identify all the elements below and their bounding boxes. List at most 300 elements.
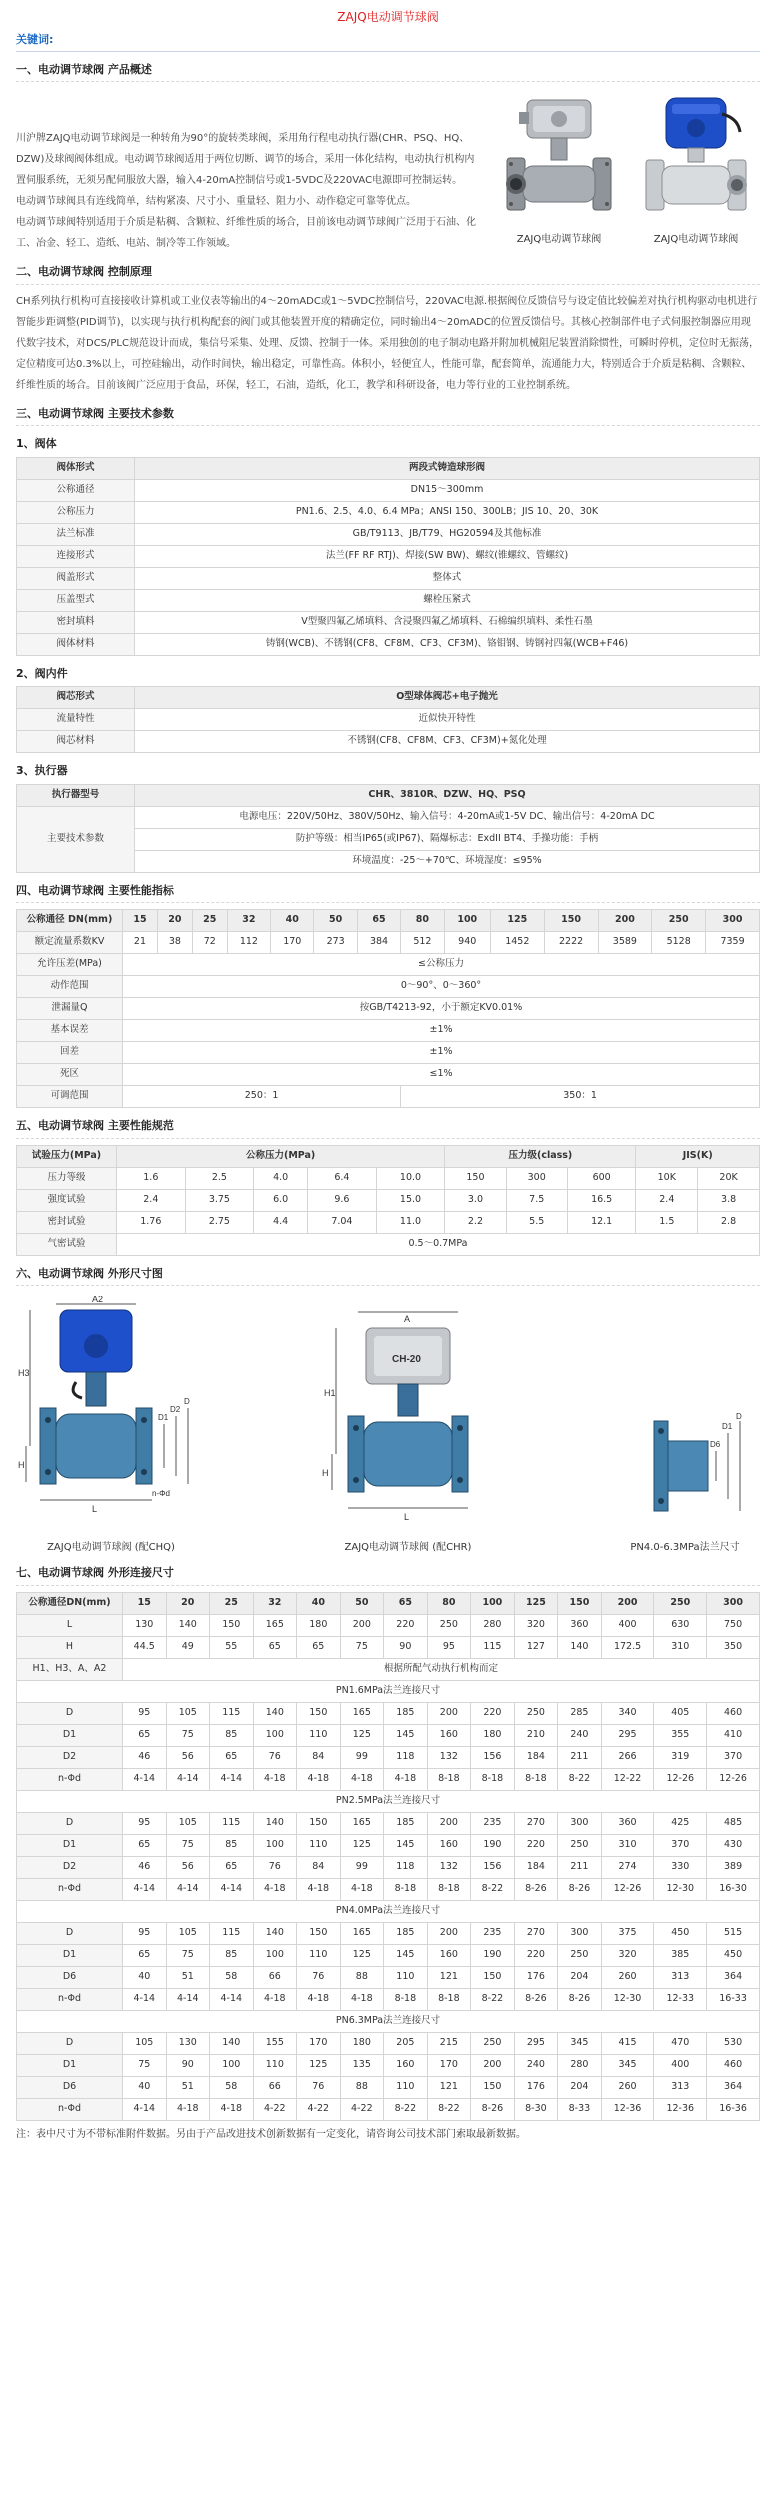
page-title: ZAJQ电动调节球阀 <box>337 10 439 24</box>
table-value-cell: 370 <box>654 1834 707 1856</box>
flange-dimension-drawing-icon <box>610 1411 760 1531</box>
actuator-table <box>16 784 760 873</box>
table-value-cell: 近似快开特性 <box>135 709 760 731</box>
table-row <box>17 2032 760 2054</box>
table-value-cell: 115 <box>210 1922 254 1944</box>
table-value-cell: 8-22 <box>558 1768 602 1790</box>
table-value-cell: 450 <box>654 1922 707 1944</box>
table-value-cell: 165 <box>340 1702 384 1724</box>
table-value-cell: 12-22 <box>601 1768 654 1790</box>
table-value-cell: 400 <box>601 1614 654 1636</box>
table-row <box>17 976 760 998</box>
table-header-cell: O型球体阀芯+电子抛光 <box>135 687 760 709</box>
table-row <box>17 1856 760 1878</box>
table-value-cell: 4-14 <box>123 1878 167 1900</box>
table-value-cell: 12-36 <box>601 2098 654 2120</box>
table-label-cell: n-Φd <box>17 1878 123 1900</box>
table-value-cell: 85 <box>210 1944 254 1966</box>
table-value-cell: 220 <box>514 1834 558 1856</box>
table-value-cell: 88 <box>340 1966 384 1988</box>
table-value-cell: 110 <box>297 1834 341 1856</box>
table-value-cell: 8-22 <box>471 1878 515 1900</box>
table-value-cell: 184 <box>514 1746 558 1768</box>
table-row <box>17 1988 760 2010</box>
table-value-cell: 485 <box>707 1812 760 1834</box>
table-value-cell: 100 <box>253 1724 297 1746</box>
table-label-cell: D1 <box>17 1944 123 1966</box>
table-row <box>17 1614 760 1636</box>
dn-header-cell: 125 <box>514 1592 558 1614</box>
table-value-cell: 8-30 <box>514 2098 558 2120</box>
table-value-cell: 160 <box>427 1724 471 1746</box>
dn-header-cell: 15 <box>123 910 158 932</box>
table-value-cell: 320 <box>514 1614 558 1636</box>
table-value-cell: 75 <box>123 2054 167 2076</box>
dn-header-cell: 32 <box>227 910 270 932</box>
table-value-cell: 165 <box>340 1812 384 1834</box>
overview-paragraph: 电动调节球阀具有连线简单，结构紧凑、尺寸小、重量轻、阻力小、动作稳定可靠等优点。 <box>16 196 416 207</box>
table-value-cell: 100 <box>210 2054 254 2076</box>
table-value-cell: 95 <box>427 1636 471 1658</box>
table-row <box>17 589 760 611</box>
table-value-cell: 4-18 <box>297 1988 341 2010</box>
table-value-cell: 350：1 <box>401 1086 760 1108</box>
table-value-cell: 375 <box>601 1922 654 1944</box>
table-value-cell: 105 <box>166 1812 210 1834</box>
group-title-cell: PN4.0MPa法兰连接尺寸 <box>17 1900 760 1922</box>
table-value-cell: 320 <box>601 1944 654 1966</box>
table-value-cell: 274 <box>601 1856 654 1878</box>
table-value-cell: 0～90°、0～360° <box>123 976 760 998</box>
table-value-cell: 266 <box>601 1746 654 1768</box>
table-value-cell: 250 <box>558 1834 602 1856</box>
table-value-cell: 88 <box>340 2076 384 2098</box>
table-value-cell: 220 <box>384 1614 428 1636</box>
table-label-cell: 阀体材料 <box>17 633 135 655</box>
table-value-cell: 65 <box>253 1636 297 1658</box>
table-value-cell: 200 <box>340 1614 384 1636</box>
keywords-label: 关键词: <box>16 32 760 52</box>
table-row <box>17 1658 760 1680</box>
table-value-cell: 8-18 <box>514 1768 558 1790</box>
table-value-cell: ±1% <box>123 1020 760 1042</box>
table-value-cell: 170 <box>427 2054 471 2076</box>
table-value-cell: 按GB/T4213-92，小于额定KV0.01% <box>123 998 760 1020</box>
table-value-cell: 4-14 <box>166 1878 210 1900</box>
table-value-cell: 240 <box>558 1724 602 1746</box>
drawing-chr <box>308 1306 508 1555</box>
table-value-cell: 410 <box>707 1724 760 1746</box>
table-label-cell: n-Φd <box>17 1768 123 1790</box>
table-row <box>17 910 760 932</box>
valve-trim-title: 2、阀内件 <box>16 666 68 680</box>
table-value-cell: 12-30 <box>601 1988 654 2010</box>
actuator-model-label: CH-20 <box>392 1354 421 1365</box>
table-value-cell: ≤公称压力 <box>123 954 760 976</box>
table-value-cell: 12-26 <box>654 1768 707 1790</box>
table-row <box>17 1592 760 1614</box>
table-value-cell: 350 <box>707 1636 760 1658</box>
table-value-cell: 76 <box>297 2076 341 2098</box>
table-label-cell: D <box>17 1702 123 1724</box>
table-value-cell: 235 <box>471 1922 515 1944</box>
table-row <box>17 545 760 567</box>
dn-header-cell: 25 <box>210 1592 254 1614</box>
table-value-cell: 110 <box>297 1944 341 1966</box>
product-image-blue <box>632 94 760 254</box>
table-value-cell: 不锈钢(CF8、CF8M、CF3、CF3M)+氮化处理 <box>135 731 760 753</box>
dn-header-cell: 125 <box>490 910 544 932</box>
table-row <box>17 523 760 545</box>
table-value-cell: 140 <box>558 1636 602 1658</box>
table-value-cell: 4-18 <box>253 1878 297 1900</box>
table-value-cell: 250 <box>558 1944 602 1966</box>
table-label-cell: 泄漏量Q <box>17 998 123 1020</box>
product-caption: ZAJQ电动调节球阀 <box>653 234 739 245</box>
table-row <box>17 2076 760 2098</box>
table-header-cell: 两段式铸造球形阀 <box>135 457 760 479</box>
dim-label: n-Φd <box>152 1489 170 1498</box>
table-value-cell: 10K <box>636 1167 698 1189</box>
valve-body-table <box>16 457 760 656</box>
table-label-cell: 阀盖形式 <box>17 567 135 589</box>
table-value-cell: 8-18 <box>427 1988 471 2010</box>
table-value-cell: 460 <box>707 2054 760 2076</box>
table-value-cell: 4-14 <box>123 1988 167 2010</box>
table-value-cell: 2.4 <box>636 1189 698 1211</box>
table-value-cell: 400 <box>654 2054 707 2076</box>
table-row <box>17 1233 760 1255</box>
table-value-cell: 210 <box>514 1724 558 1746</box>
table-value-cell: 140 <box>166 1614 210 1636</box>
table-value-cell: 176 <box>514 1966 558 1988</box>
table-header-cell: 阀体形式 <box>17 457 135 479</box>
table-label-cell: 死区 <box>17 1064 123 1086</box>
kv-cell: 512 <box>401 932 444 954</box>
kv-cell: 940 <box>444 932 490 954</box>
table-value-cell: 4-18 <box>253 1988 297 2010</box>
gas-test-value: 0.5～0.7MPa <box>117 1233 760 1255</box>
table-label-cell: D1 <box>17 1724 123 1746</box>
drawing-caption: ZAJQ电动调节球阀 (配CHR) <box>344 1542 472 1553</box>
kv-cell: 5128 <box>652 932 706 954</box>
table-row <box>17 1042 760 1064</box>
table-header-cell: 试验压力(MPa) <box>17 1145 117 1167</box>
table-value-cell: 280 <box>471 1614 515 1636</box>
dim-label: H <box>322 1468 329 1478</box>
table-value-cell: 364 <box>707 2076 760 2098</box>
section-performance-title: 四、电动调节球阀 主要性能指标 <box>16 883 760 904</box>
table-value-cell: 整体式 <box>135 567 760 589</box>
table-value-cell: 66 <box>253 1966 297 1988</box>
table-value-cell: 460 <box>707 1702 760 1724</box>
table-row <box>17 687 760 709</box>
table-value-cell: 160 <box>384 2054 428 2076</box>
dim-label: L <box>404 1512 410 1522</box>
table-value-cell: 150 <box>471 2076 515 2098</box>
table-value-cell: 100 <box>253 1834 297 1856</box>
dim-label: D6 <box>710 1440 721 1449</box>
overview-block <box>16 88 760 254</box>
table-value-cell: 8-22 <box>471 1988 515 2010</box>
table-value-cell: 2.8 <box>698 1211 760 1233</box>
table-value-cell: 58 <box>210 1966 254 1988</box>
dn-header-cell: 80 <box>427 1592 471 1614</box>
table-label-cell: 可调范围 <box>17 1086 123 1108</box>
table-row <box>17 932 760 954</box>
table-value-cell: 300 <box>558 1812 602 1834</box>
table-row <box>17 611 760 633</box>
actuator-param-line: 电源电压：220V/50Hz、380V/50Hz、输入信号：4-20mA或1-5V DC、输出信号：4-20mA DC <box>135 806 760 828</box>
kv-cell: 38 <box>157 932 192 954</box>
table-label-cell: 动作范围 <box>17 976 123 998</box>
table-value-cell: 12-26 <box>601 1878 654 1900</box>
table-value-cell: 76 <box>253 1746 297 1768</box>
table-value-cell: 1.5 <box>636 1211 698 1233</box>
table-value-cell: 4-14 <box>123 1768 167 1790</box>
table-value-cell: 16-36 <box>707 2098 760 2120</box>
drawing-flange <box>610 1411 760 1555</box>
table-value-cell: 4.0 <box>254 1167 308 1189</box>
table-row <box>17 954 760 976</box>
table-label-cell: 阀芯材料 <box>17 731 135 753</box>
product-caption: ZAJQ电动调节球阀 <box>516 234 602 245</box>
table-value-cell: 8-26 <box>558 1988 602 2010</box>
table-label-cell: 回差 <box>17 1042 123 1064</box>
table-value-cell: 319 <box>654 1746 707 1768</box>
table-value-cell: 118 <box>384 1856 428 1878</box>
table-value-cell: 150 <box>297 1922 341 1944</box>
actuator-param-line: 环境温度：-25～+70℃、环境湿度：≤95% <box>135 850 760 872</box>
table-value-cell: 8-26 <box>471 2098 515 2120</box>
footnote: 注：表中尺寸为不带标准附件数据。另由于产品改进技术创新数据有一定变化，请咨询公司技术部门索取最新数据。 <box>16 2128 526 2140</box>
table-label-cell: D2 <box>17 1746 123 1768</box>
table-value-cell: 99 <box>340 1856 384 1878</box>
table-value-cell: 280 <box>558 2054 602 2076</box>
table-value-cell: 530 <box>707 2032 760 2054</box>
table-value-cell: 180 <box>297 1614 341 1636</box>
table-value-cell: 8-18 <box>384 1878 428 1900</box>
table-value-cell: 295 <box>601 1724 654 1746</box>
table-value-cell: 4-14 <box>166 1988 210 2010</box>
table-value-cell: 65 <box>123 1724 167 1746</box>
table-value-cell: 75 <box>166 1944 210 1966</box>
control-principle-text: CH系列执行机构可直接接收计算机或工业仪表等输出的4～20mADC或1～5VDC控制信号，220VAC电源.根据阀位反馈信号与设定值比较偏差对执行机构驱动电机进行智能步距调整(PID调节)，以实现与执行机构配套的阀门或其他装置开度的精确定位，同时输出4～20mADC的位置反馈信号。其核心控制部件电子式伺服控制器应用现代数字技术，对DCS/PLC规范设计而成，集信号采集、处理、反馈、控制于一体。采用独创的电子制动电路并附加机械阻尼装置消除惯性，可瞬时停机，定位时无振荡，定位精度可达0.3%以上，可控硅输出，动作时间快，输出稳定，可靠性高。体积小，轻便宜人，性能可靠，配套简单，流通能力大，特别适合于介质是粘稠、含颗粒、纤维性质的场合。目前该阀广泛应用于食品，环保，轻工，石油，造纸，化工，教学和科研设备，电力等行业的工业控制系统。 <box>16 295 759 391</box>
table-value-cell: 204 <box>558 2076 602 2098</box>
kv-cell: 7359 <box>706 932 760 954</box>
table-value-cell: 3.0 <box>445 1189 506 1211</box>
dn-header-cell: 80 <box>401 910 444 932</box>
table-label-cell: 密封试验 <box>17 1211 117 1233</box>
table-row <box>17 806 760 828</box>
table-value-cell: 1.76 <box>117 1211 186 1233</box>
table-value-cell: 2.2 <box>445 1211 506 1233</box>
product-image-grey <box>495 94 623 254</box>
table-header-cell: 公称通径 DN(mm) <box>17 910 123 932</box>
table-value-cell: 66 <box>253 2076 297 2098</box>
kv-cell: 112 <box>227 932 270 954</box>
table-value-cell: 20K <box>698 1167 760 1189</box>
table-value-cell: 4-14 <box>210 1988 254 2010</box>
table-value-cell: 95 <box>123 1702 167 1724</box>
table-label-cell: D1 <box>17 2054 123 2076</box>
table-value-cell: 156 <box>471 1856 515 1878</box>
table-value-cell: 204 <box>558 1966 602 1988</box>
table-row <box>17 1966 760 1988</box>
table-label-cell: n-Φd <box>17 1988 123 2010</box>
table-value-cell: 180 <box>340 2032 384 2054</box>
table-value-cell: 190 <box>471 1944 515 1966</box>
table-label-cell: 法兰标准 <box>17 523 135 545</box>
table-value-cell: 160 <box>427 1834 471 1856</box>
table-row <box>17 1636 760 1658</box>
table-row <box>17 731 760 753</box>
table-value-cell: ≤1% <box>123 1064 760 1086</box>
table-value-cell: 160 <box>427 1944 471 1966</box>
table-value-cell: 16.5 <box>567 1189 636 1211</box>
table-value-cell: 115 <box>210 1812 254 1834</box>
table-value-cell: 205 <box>384 2032 428 2054</box>
table-value-cell: 2.4 <box>117 1189 186 1211</box>
table-row <box>17 709 760 731</box>
table-value-cell: 185 <box>384 1702 428 1724</box>
table-value-cell: 4-18 <box>340 1988 384 2010</box>
table-row <box>17 2010 760 2032</box>
table-value-cell: 7.04 <box>308 1211 377 1233</box>
section-drawing-title: 六、电动调节球阀 外形尺寸图 <box>16 1266 760 1287</box>
table-value-cell: 4-18 <box>340 1878 384 1900</box>
table-row <box>17 998 760 1020</box>
table-value-cell: 370 <box>707 1746 760 1768</box>
table-value-cell: 310 <box>601 1834 654 1856</box>
overview-text <box>16 88 476 254</box>
table-value-cell: 4-18 <box>384 1768 428 1790</box>
table-value-cell: 75 <box>340 1636 384 1658</box>
table-value-cell: 110 <box>297 1724 341 1746</box>
drawing-caption: ZAJQ电动调节球阀 (配CHQ) <box>47 1542 175 1553</box>
table-value-cell: GB/T9113、JB/T79、HG20594及其他标准 <box>135 523 760 545</box>
table-value-cell: 200 <box>427 1922 471 1944</box>
table-row <box>17 1211 760 1233</box>
table-value-cell: 8-18 <box>427 1768 471 1790</box>
table-value-cell: 3.8 <box>698 1189 760 1211</box>
table-label-cell: D6 <box>17 2076 123 2098</box>
dn-header-cell: 20 <box>166 1592 210 1614</box>
table-value-cell: 235 <box>471 1812 515 1834</box>
dn-header-cell: 250 <box>654 1592 707 1614</box>
table-value-cell: 4-18 <box>166 2098 210 2120</box>
valve-body-rows <box>17 479 760 655</box>
table-value-cell: 16-33 <box>707 1988 760 2010</box>
table-value-cell: 425 <box>654 1812 707 1834</box>
table-row <box>17 1020 760 1042</box>
table-value-cell: 75 <box>166 1724 210 1746</box>
table-header-cell: JIS(K) <box>636 1145 760 1167</box>
spec-table <box>16 1145 760 1256</box>
table-header-cell: 压力级(class) <box>445 1145 636 1167</box>
table-row <box>17 567 760 589</box>
table-value-cell: 364 <box>707 1966 760 1988</box>
table-value-cell: 389 <box>707 1856 760 1878</box>
table-value-cell: 4-14 <box>166 1768 210 1790</box>
table-value-cell: 4-18 <box>297 1768 341 1790</box>
table-value-cell: 125 <box>340 1724 384 1746</box>
table-value-cell: 630 <box>654 1614 707 1636</box>
table-value-cell: 15.0 <box>376 1189 445 1211</box>
table-value-cell: 110 <box>384 1966 428 1988</box>
table-value-cell: 300 <box>558 1922 602 1944</box>
table-label-cell: 基本误差 <box>17 1020 123 1042</box>
table-row <box>17 1189 760 1211</box>
table-value-cell: 121 <box>427 2076 471 2098</box>
table-value-cell: 260 <box>601 1966 654 1988</box>
table-value-cell: 165 <box>253 1614 297 1636</box>
table-value-cell: 155 <box>253 2032 297 2054</box>
table-value-cell: 3.75 <box>185 1189 254 1211</box>
table-value-cell: 127 <box>514 1636 558 1658</box>
table-value-cell: 115 <box>210 1702 254 1724</box>
table-value-cell: 145 <box>384 1944 428 1966</box>
valve-body-title: 1、阀体 <box>16 437 57 450</box>
table-row <box>17 479 760 501</box>
table-value-cell: 211 <box>558 1746 602 1768</box>
table-value-cell: 250：1 <box>123 1086 401 1108</box>
table-row <box>17 1900 760 1922</box>
table-value-cell: 250 <box>514 1702 558 1724</box>
table-value-cell: 415 <box>601 2032 654 2054</box>
table-value-cell: 180 <box>471 1724 515 1746</box>
table-value-cell: 200 <box>471 2054 515 2076</box>
kv-cell: 1452 <box>490 932 544 954</box>
table-value-cell: 172.5 <box>601 1636 654 1658</box>
table-row <box>17 2098 760 2120</box>
table-value-cell: 4-18 <box>210 2098 254 2120</box>
table-label-cell: D6 <box>17 1966 123 1988</box>
table-value-cell: 115 <box>471 1636 515 1658</box>
table-value-cell: 76 <box>253 1856 297 1878</box>
gas-test-label: 气密试验 <box>17 1233 117 1255</box>
dn-header-cell: 150 <box>544 910 598 932</box>
table-row <box>17 1790 760 1812</box>
table-value-cell: 176 <box>514 2076 558 2098</box>
table-value-cell: 313 <box>654 1966 707 1988</box>
actuator-params-label: 主要技术参数 <box>17 806 135 872</box>
table-value-cell: 40 <box>123 2076 167 2098</box>
electric-regulating-ball-valve-blue-actuator-icon <box>636 94 756 224</box>
table-label-cell: D1 <box>17 1834 123 1856</box>
table-value-cell: 58 <box>210 2076 254 2098</box>
table-label-cell: 流量特性 <box>17 709 135 731</box>
table-value-cell: ±1% <box>123 1042 760 1064</box>
table-value-cell: 4-18 <box>297 1878 341 1900</box>
kv-cell: 2222 <box>544 932 598 954</box>
table-value-cell: 145 <box>384 1834 428 1856</box>
table-value-cell: 8-26 <box>514 1988 558 2010</box>
table-value-cell: 46 <box>123 1746 167 1768</box>
table-header-cell: 公称通径DN(mm) <box>17 1592 123 1614</box>
blue-actuator-valve-drawing-icon <box>16 1296 206 1531</box>
dn-header-cell: 250 <box>652 910 706 932</box>
table-label-cell: 连接形式 <box>17 545 135 567</box>
table-value-cell: 150 <box>471 1966 515 1988</box>
table-value-cell: 6.4 <box>308 1167 377 1189</box>
table-value-cell: 8-18 <box>471 1768 515 1790</box>
table-value-cell: 250 <box>471 2032 515 2054</box>
table-value-cell: 250 <box>427 1614 471 1636</box>
dn-header-cell: 100 <box>444 910 490 932</box>
table-value-cell: 8-18 <box>427 1878 471 1900</box>
table-value-cell: 285 <box>558 1702 602 1724</box>
